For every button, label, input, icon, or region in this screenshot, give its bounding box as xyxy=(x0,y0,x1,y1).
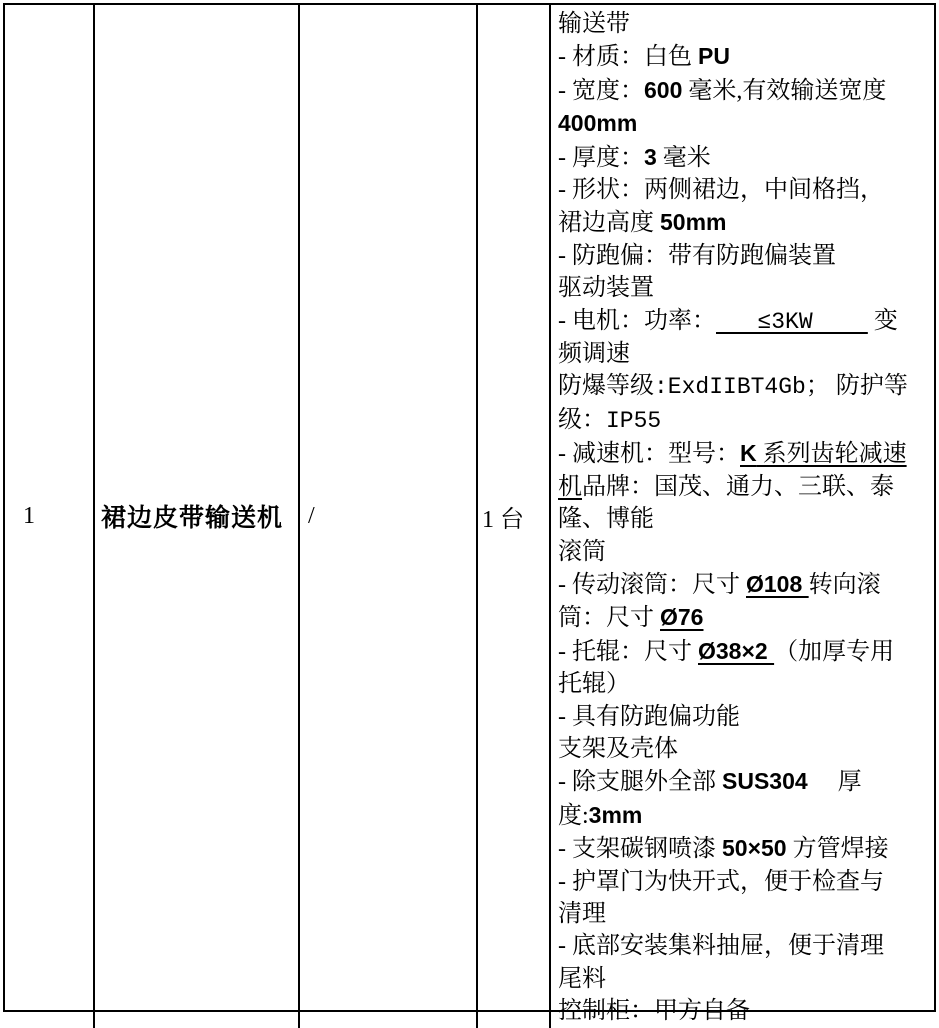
spec-line: - 宽度：600 毫米,有效输送宽度 xyxy=(558,76,887,104)
spec-line: 400mm xyxy=(558,110,638,137)
spec-line: 输送带 xyxy=(558,11,630,37)
quantity-value: 1 台 xyxy=(482,506,524,533)
spec-line: - 具有防跑偏功能 xyxy=(558,703,740,730)
spec-line: 托辊） xyxy=(558,671,630,698)
spec-line: - 防跑偏：带有防跑偏装置 xyxy=(558,242,836,269)
equipment-name: 裙边皮带输送机 xyxy=(101,505,284,533)
spec-line: 隆、博能 xyxy=(558,506,654,533)
spec-line: 支架及壳体 xyxy=(558,735,678,762)
model-value: / xyxy=(308,502,315,529)
spec-line: - 除支腿外全部 SUS304 厚 xyxy=(558,768,862,796)
spec-line: 机品牌：国茂、通力、三联、泰 xyxy=(558,473,894,500)
spec-line: - 减速机：型号：K 系列齿轮减速 xyxy=(558,440,907,468)
spec-line: 滚筒 xyxy=(558,538,606,565)
spec-line: 尾料 xyxy=(558,965,606,992)
spec-line: 筒：尺寸 Ø76 xyxy=(558,604,704,632)
spec-line: 度:3mm xyxy=(558,801,643,829)
cell-equipment-name xyxy=(93,5,298,1028)
spec-line: 裙边高度 50mm xyxy=(558,209,727,237)
spec-cell xyxy=(549,5,934,1028)
spec-line: - 托辊：尺寸 Ø38×2 （加厚专用 xyxy=(558,637,895,665)
spec-line: - 底部安装集料抽屉，便于清理 xyxy=(558,933,884,960)
spec-line: 驱动装置 xyxy=(558,275,654,302)
cell-quantity xyxy=(476,5,549,1028)
spec-line: - 传动滚筒：尺寸 Ø108 转向滚 xyxy=(558,570,881,598)
spec-line: - 形状：两侧裙边，中间格挡， xyxy=(558,177,884,204)
spec-line: 清理 xyxy=(558,900,606,927)
equipment-spec-table xyxy=(3,3,936,1025)
spec-line: 防爆等级:ExdIIBT4Gb； 防护等 xyxy=(558,373,908,401)
spec-line: 控制柜：甲方自备 xyxy=(558,998,750,1025)
spec-line: - 厚度：3 毫米 xyxy=(558,143,711,171)
spec-line: 级：IP55 xyxy=(558,406,662,434)
spec-line: - 护罩门为快开式，便于检查与 xyxy=(558,868,884,895)
cell-model xyxy=(298,5,476,1028)
row-index: 1 xyxy=(23,502,35,529)
cell-row-index xyxy=(5,5,93,1028)
spec-line: 频调速 xyxy=(558,341,630,368)
spec-line: - 支架碳钢喷漆 50×50 方管焊接 xyxy=(558,835,889,863)
spec-line: - 材质：白色 PU xyxy=(558,43,730,71)
spec-line: - 电机：功率： ≤3KW 变 xyxy=(558,307,898,335)
